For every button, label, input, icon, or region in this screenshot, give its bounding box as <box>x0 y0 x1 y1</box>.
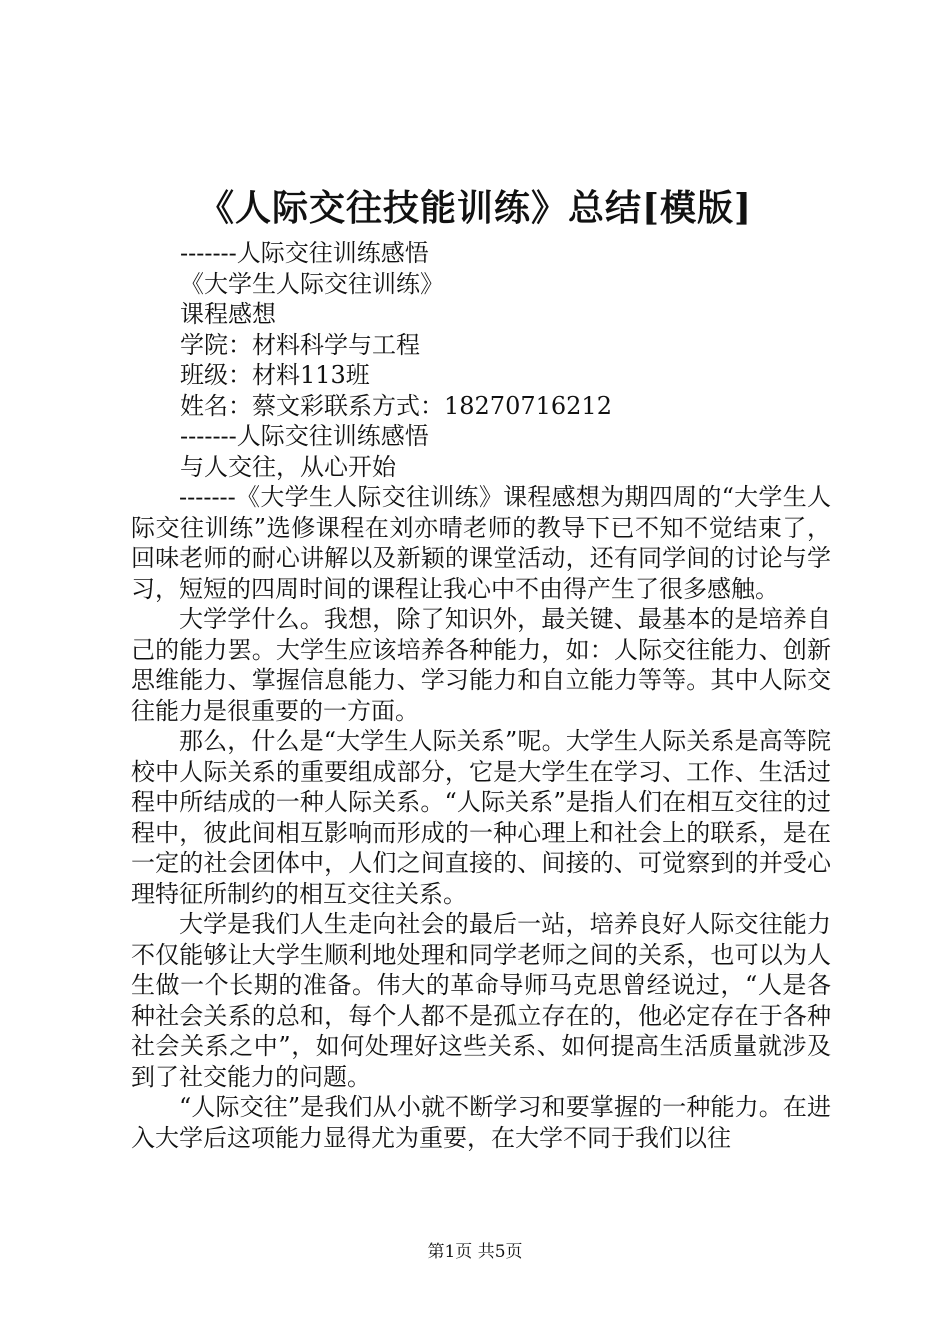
header-line: 班级：材料113班 <box>180 361 370 389</box>
header-line: -------人际交往训练感悟 <box>180 422 429 450</box>
header-line: 与人交往，从心开始 <box>180 452 396 481</box>
header-line: 《大学生人际交往训练》 <box>180 269 444 298</box>
body-paragraph: -------《大学生人际交往训练》课程感想为期四周的“大学生人际交往训练”选修课程在刘亦晴老师的教导下已不知不觉结束了，回味老师的耐心讲解以及新颖的课堂活动，还有同学间的讨论与学习，短短的四周时间的课程让我心中不由得产生了很多感触。 <box>131 483 831 603</box>
header-line: 课程感想 <box>180 300 276 328</box>
header-line: -------人际交往训练感悟 <box>180 239 429 267</box>
document-body <box>131 482 831 1153</box>
body-paragraph: 大学学什么。我想，除了知识外，最关键、最基本的是培养自己的能力罢。大学生应该培养各种能力，如：人际交往能力、创新思维能力、掌握信息能力、学习能力和自立能力等等。其中人际交往能力是很重要的一方面。 <box>131 605 831 725</box>
header-block <box>180 238 612 482</box>
body-paragraph: 那么，什么是“大学生人际关系”呢。大学生人际关系是高等院校中人际关系的重要组成部分，它是大学生在学习、工作、生活过程中所结成的一种人际关系。“人际关系”是指人们在相互交往的过程中，彼此间相互影响而形成的一种心理上和社会上的联系，是在一定的社会团体中，人们之间直接的、间接的、可觉察到的并受心理特征所制约的相互交往关系。 <box>131 727 831 908</box>
body-paragraph: “人际交往”是我们从小就不断学习和要掌握的一种能力。在进入大学后这项能力显得尤为重要，在大学不同于我们以往 <box>131 1093 831 1152</box>
document-title: 《人际交往技能训练》总结[模版] <box>197 187 753 229</box>
body-paragraph: 大学是我们人生走向社会的最后一站，培养良好人际交往能力不仅能够让大学生顺利地处理和同学老师之间的关系，也可以为人生做一个长期的准备。伟大的革命导师马克思曾经说过，“人是各种社会关系的总和，每个人都不是孤立存在的，他必定存在于各种社会关系之中”，如何处理好这些关系、如何提高生活质量就涉及到了社交能力的问题。 <box>131 910 831 1091</box>
page-footer: 第1页 共5页 <box>427 1242 523 1262</box>
header-line: 学院：材料科学与工程 <box>180 330 420 359</box>
header-line: 姓名：蔡文彩联系方式：18270716212 <box>180 391 612 420</box>
